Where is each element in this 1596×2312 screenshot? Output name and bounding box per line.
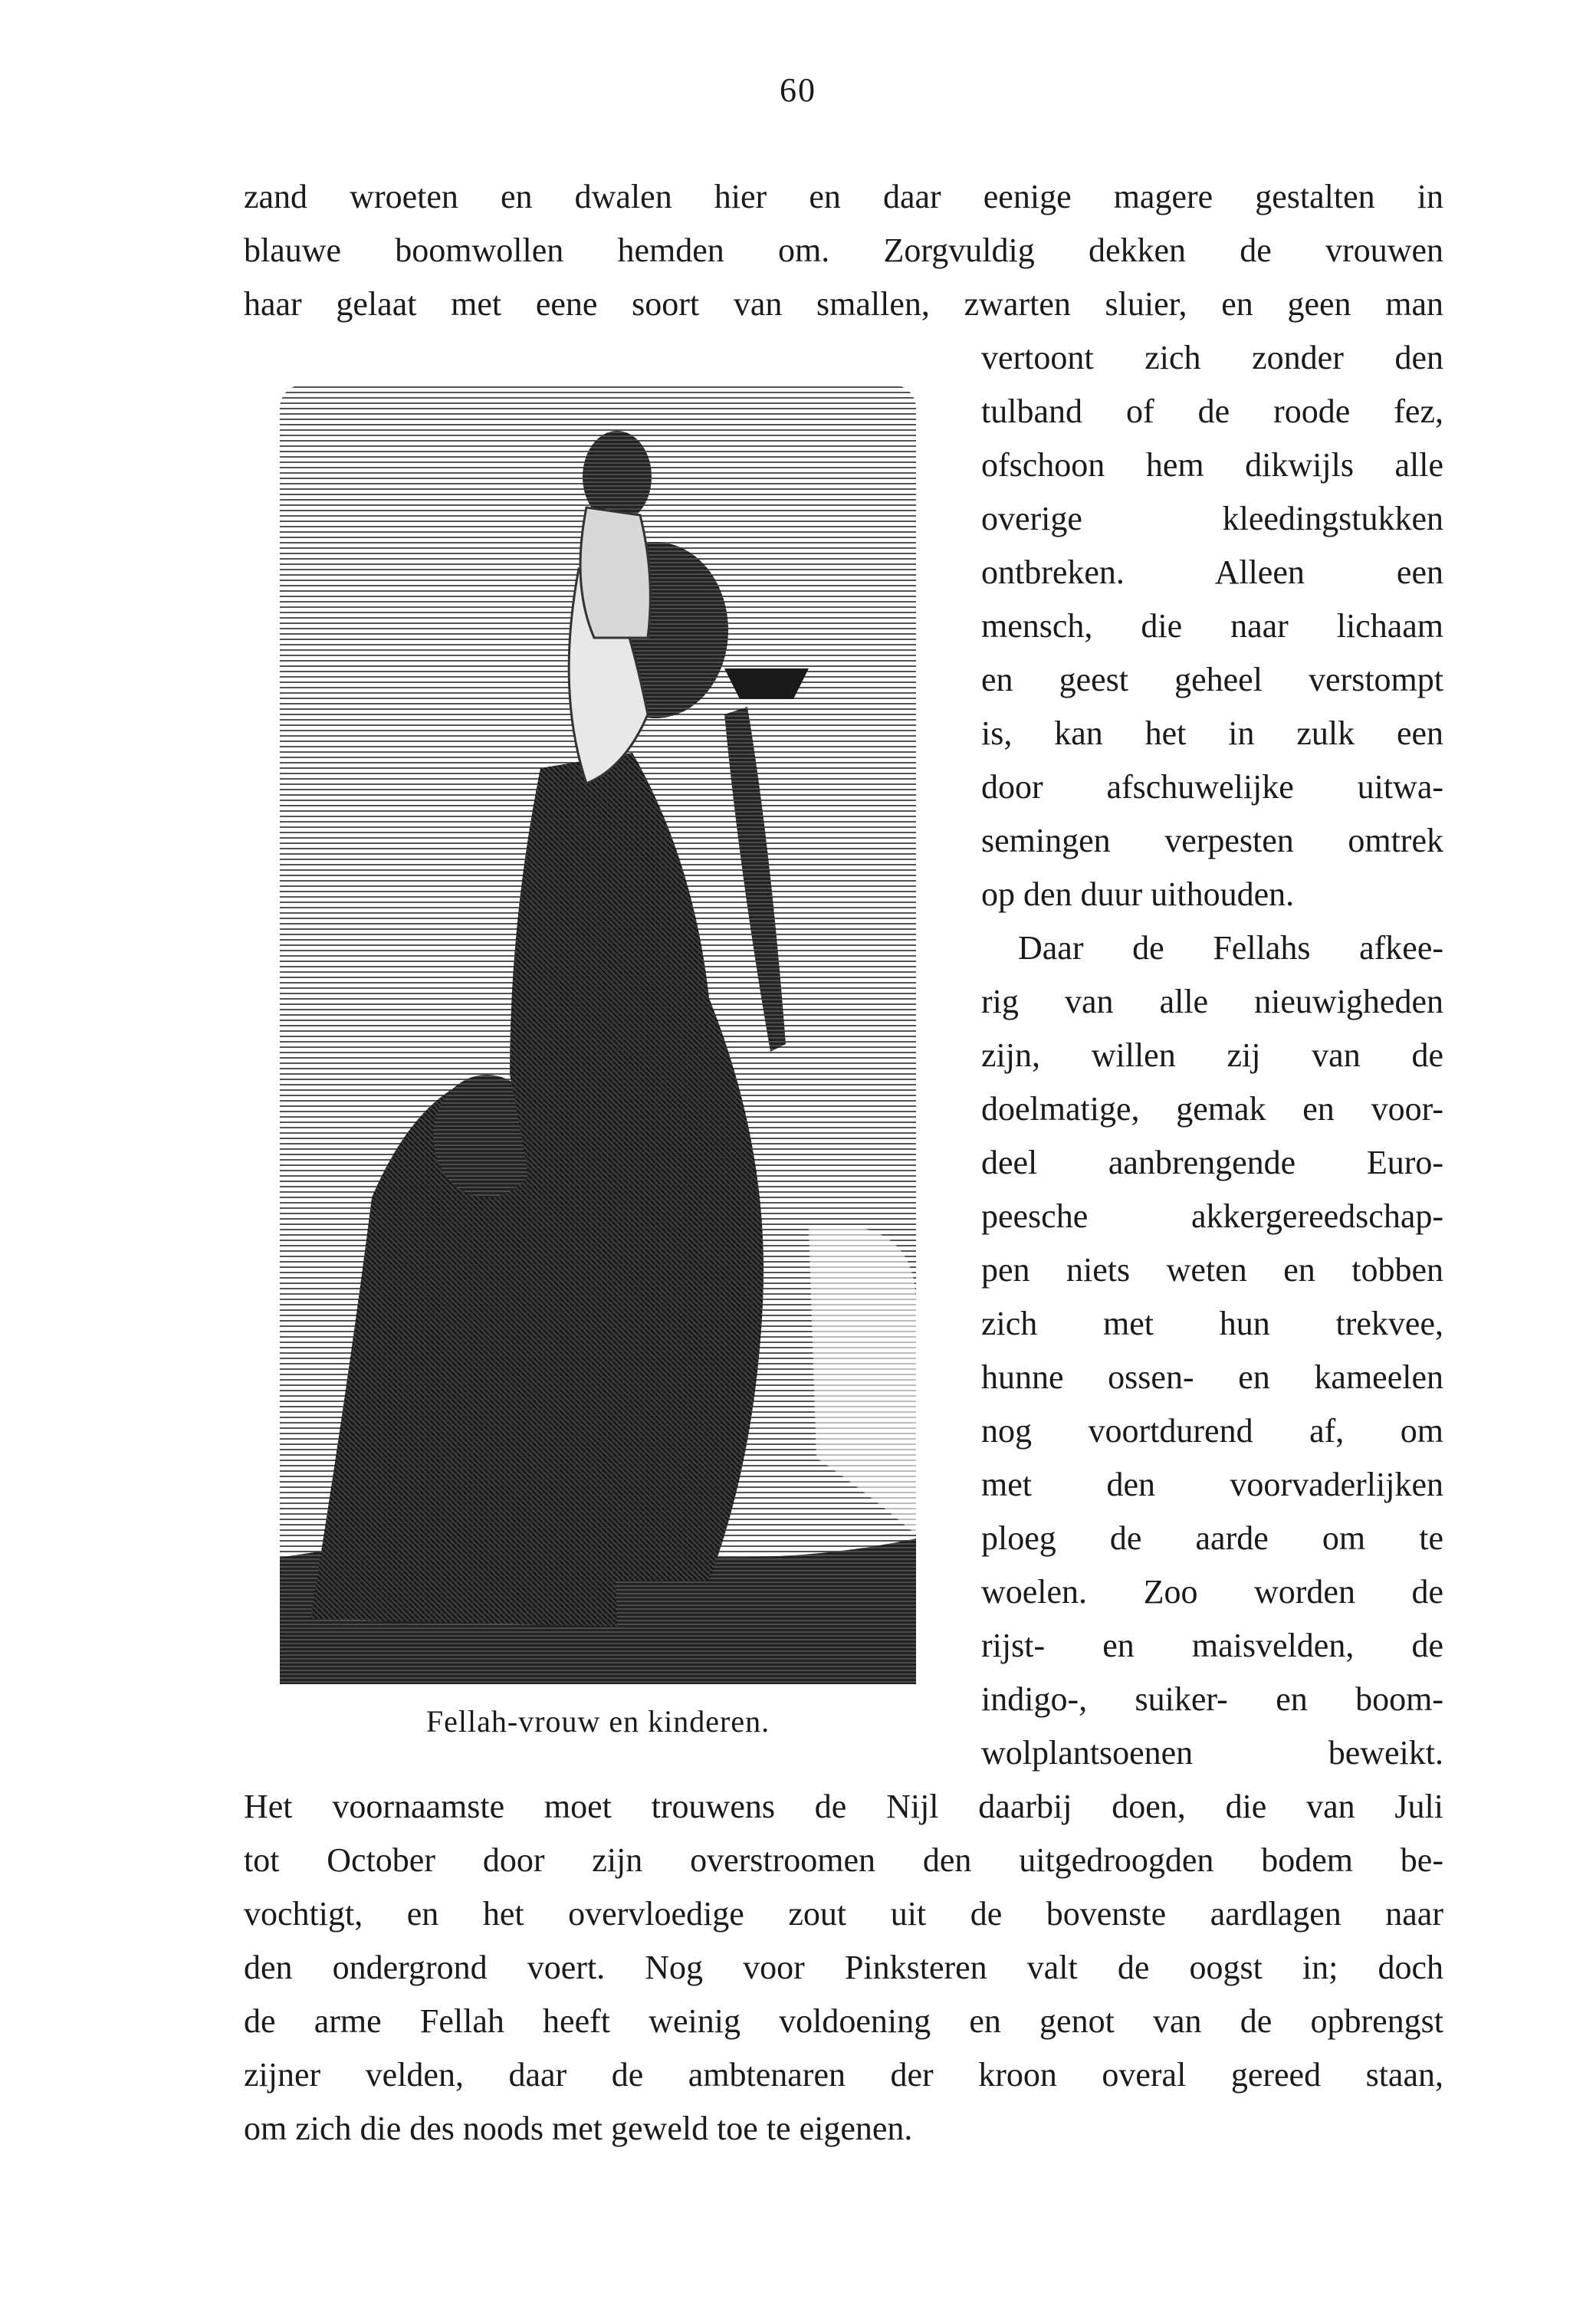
text-line: nog voortdurend af, om	[981, 1412, 1443, 1450]
engraving-illustration	[280, 385, 916, 1684]
text-line: op den duur uithouden.	[981, 875, 1295, 913]
text-line: semingen verpesten omtrek	[981, 822, 1443, 859]
figure-engraving	[280, 385, 916, 1684]
text-line: zijn, willen zij van de	[981, 1036, 1443, 1074]
text-line: deel aanbrengende Euro-	[981, 1144, 1443, 1181]
text-line: haar gelaat met eene soort van smallen, zwarten sluier, en geen man	[244, 285, 1443, 323]
text-line: zich met hun trekvee,	[981, 1305, 1443, 1342]
text-line: zand wroeten en dwalen hier en daar eenige magere gestalten in	[244, 178, 1443, 215]
page-number: 60	[780, 71, 816, 109]
infant-body	[580, 507, 650, 638]
text-line: hunne ossen- en kameelen	[981, 1358, 1443, 1396]
text-line: peesche akkergereedschap-	[981, 1197, 1443, 1235]
figure-caption: Fellah-vrouw en kinderen.	[425, 1704, 770, 1739]
text-line: tulband of de roode fez,	[981, 392, 1443, 430]
text-line: vochtigt, en het overvloedige zout uit de bovenste aardlagen naar	[244, 1895, 1443, 1933]
text-line: den ondergrond voert. Nog voor Pinksteren valt de oogst in; doch	[244, 1949, 1443, 1986]
text-line: pen niets weten en tobben	[981, 1251, 1443, 1289]
text-line: wolplantsoenen beweikt.	[981, 1734, 1443, 1772]
text-line: om zich die des noods met geweld toe te eigenen.	[244, 2110, 913, 2147]
text-line: door afschuwelijke uitwa-	[981, 768, 1443, 806]
text-line: en geest geheel verstompt	[981, 661, 1443, 698]
text-line: doelmatige, gemak en voor-	[981, 1090, 1443, 1128]
text-line: vertoont zich zonder den	[981, 339, 1443, 376]
text-line: blauwe boomwollen hemden om. Zorgvuldig dekken de vrouwen	[244, 232, 1443, 269]
text-line: mensch, die naar lichaam	[981, 607, 1443, 645]
text-line: woelen. Zoo worden de	[981, 1573, 1443, 1611]
text-line: overige kleedingstukken	[981, 500, 1443, 537]
text-line: rig van alle nieuwigheden	[981, 983, 1443, 1020]
text-line: ploeg de aarde om te	[981, 1519, 1443, 1557]
text-line: zijner velden, daar de ambtenaren der kroon overal gereed staan,	[244, 2056, 1443, 2094]
text-line: is, kan het in zulk een	[981, 714, 1443, 752]
text-line: tot October door zijn overstroomen den uitgedroogden bodem be-	[244, 1841, 1443, 1879]
text-line: rijst- en maisvelden, de	[981, 1627, 1443, 1664]
text-line: ofschoon hem dikwijls alle	[981, 446, 1443, 484]
text-line: ontbreken. Alleen een	[981, 553, 1443, 591]
text-line: Daar de Fellahs afkee-	[1018, 929, 1443, 967]
text-line: met den voorvaderlijken	[981, 1466, 1443, 1503]
text-line: indigo-, suiker- en boom-	[981, 1680, 1443, 1718]
text-line: de arme Fellah heeft weinig voldoening en genot van de opbrengst	[244, 2002, 1443, 2040]
text-line: Het voornaamste moet trouwens de Nijl daarbij doen, die van Juli	[244, 1788, 1443, 1825]
